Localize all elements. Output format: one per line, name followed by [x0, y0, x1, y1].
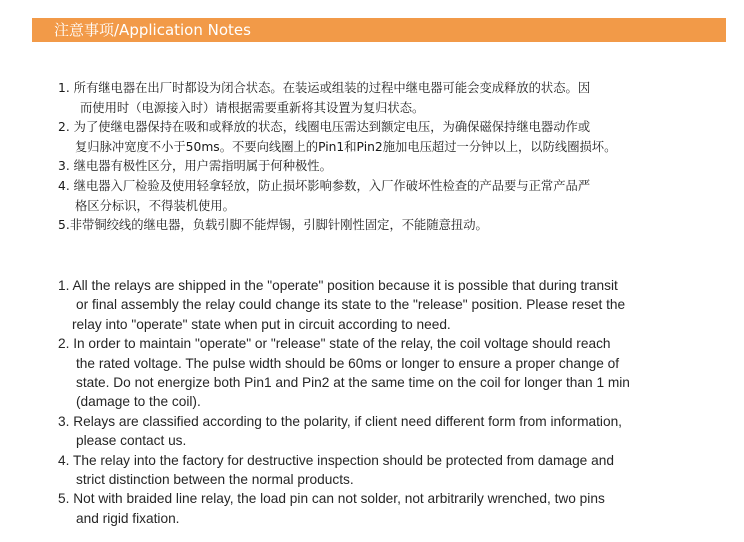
note-zh-2-line-2: 复归脉冲宽度不小于50ms。不要向线圈上的Pin1和Pin2施加电压超过一分钟以上，以防线圈损坏。	[75, 139, 617, 154]
note-zh-2-line-1: 2. 为了使继电器保持在吸和或释放的状态，线圈电压需达到额定电压，为确保磁保持继电器动作或	[58, 120, 591, 135]
note-en-2-line-4: (damage to the coil).	[76, 394, 201, 410]
note-zh-4-line-2: 格区分标识，不得装机使用。	[75, 198, 235, 213]
note-en-1	[58, 276, 728, 334]
note-en-2-line-3: state. Do not energize both Pin1 and Pin2 at the same time on the coil for longer than 1 min	[76, 375, 630, 391]
note-zh-5	[58, 216, 718, 236]
notes-chinese	[58, 79, 718, 236]
note-zh-3	[58, 157, 718, 177]
section-header-bar	[32, 18, 726, 42]
section-title: 注意事项/Application Notes	[54, 21, 251, 39]
note-zh-4	[58, 177, 718, 216]
note-en-1-line-2: or final assembly the relay could change its state to the "release" position. Please reset the	[76, 297, 626, 313]
note-zh-5-line-1: 5.非带铜绞线的继电器，负载引脚不能焊锡，引脚针刚性固定，不能随意扭动。	[58, 218, 488, 233]
note-zh-3-line-1: 3. 继电器有极性区分，用户需指明属于何种极性。	[58, 159, 332, 174]
note-en-5-line-2: and rigid fixation.	[76, 510, 180, 526]
note-en-1-line-1: 1. All the relays are shipped in the "operate" position because it is possible that during transit	[58, 278, 618, 293]
note-en-4-line-1: 4. The relay into the factory for destructive inspection should be protected from damage and	[58, 452, 614, 468]
note-en-5	[58, 489, 728, 528]
note-zh-1-line-1: 1. 所有继电器在出厂时都设为闭合状态。在装运或组装的过程中继电器可能会变成释放的状态。因	[58, 81, 591, 95]
note-zh-1-line-2: 而使用时（电源接入时）请根据需要重新将其设置为复归状态。	[80, 100, 425, 115]
note-en-5-line-1: 5. Not with braided line relay, the load pin can not solder, not arbitrarily wrenched, two pins	[58, 491, 605, 507]
note-en-2-line-2: the rated voltage. The pulse width should be 60ms or longer to ensure a proper change of	[76, 355, 620, 371]
note-en-4-line-2: strict distinction between the normal products.	[76, 472, 354, 488]
note-en-3	[58, 412, 728, 451]
note-en-2-line-1: 2. In order to maintain "operate" or "release" state of the relay, the coil voltage should reach	[58, 336, 611, 352]
note-en-3-line-2: please contact us.	[76, 433, 187, 449]
notes-english	[58, 276, 728, 528]
note-zh-4-line-1: 4. 继电器入厂检验及使用轻拿轻放，防止损坏影响参数，入厂作破坏性检查的产品要与正常产品严	[58, 178, 591, 193]
note-en-2	[58, 334, 728, 412]
note-en-1-line-3: relay into "operate" state when put in circuit according to need.	[72, 316, 451, 332]
note-en-4	[58, 451, 728, 490]
note-en-3-line-1: 3. Relays are classified according to the polarity, if client need different form from information,	[58, 413, 622, 429]
note-zh-2	[58, 118, 718, 157]
note-zh-1	[58, 79, 718, 118]
